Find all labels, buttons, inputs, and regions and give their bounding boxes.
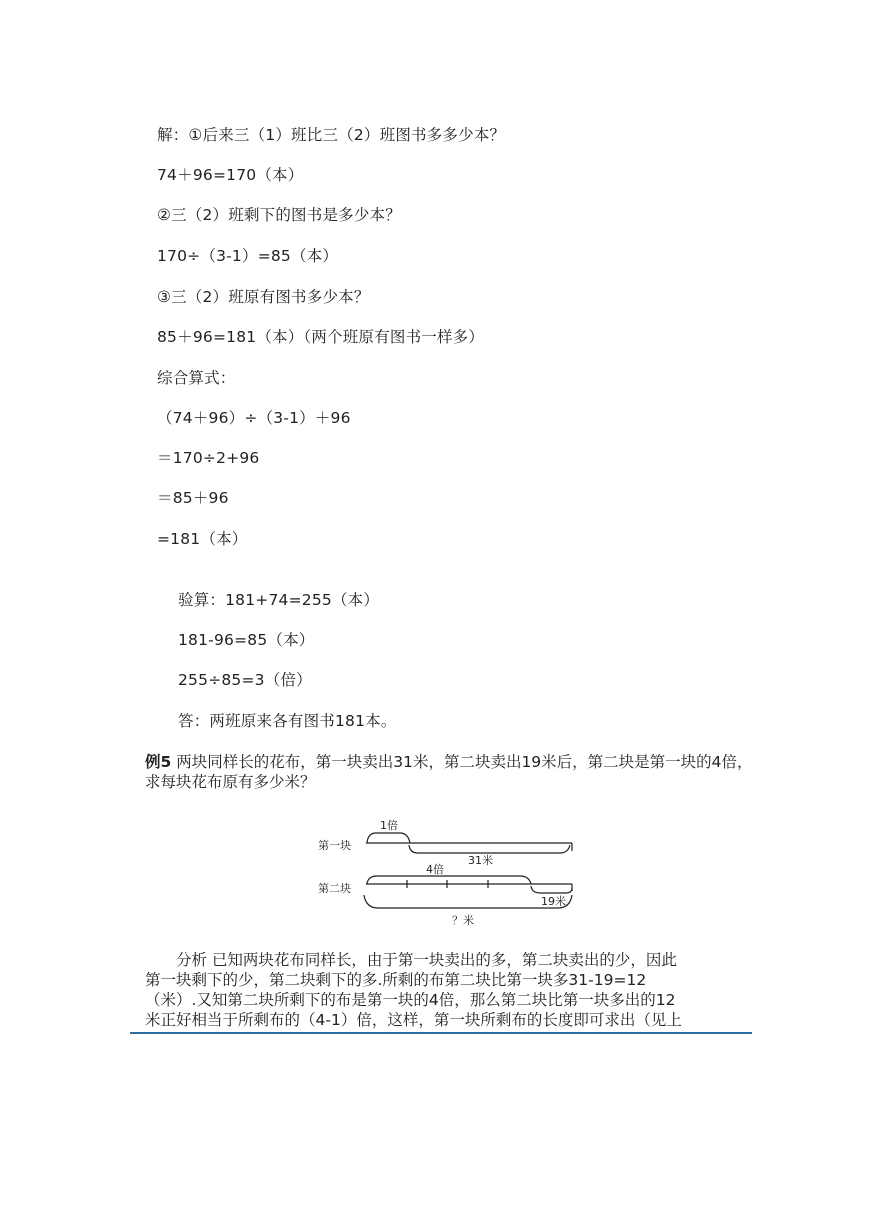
combined-formula-result: =181（本） [157, 530, 248, 548]
example-text: 两块同样长的花布，第一块卖出31米，第二块卖出19米后，第二块是第一块的4倍，求每块花布原有多少米？ [145, 753, 753, 791]
total-label: ？米 [452, 914, 474, 927]
solution-step-1-calc: 74＋96=170（本） [157, 166, 304, 184]
analysis-line-2: 第一块剩下的少，第二块剩下的多.所剩的布第二块比第一块多31-19=12 [145, 971, 647, 989]
example-label: 例5 [145, 753, 172, 771]
four-times-label: 4倍 [426, 863, 444, 876]
one-times-brace [367, 833, 410, 843]
analysis-paragraph [145, 950, 757, 1030]
m31-label: 31米 [468, 854, 493, 867]
solution-step-2-calc: 170÷（3-1）=85（本） [157, 247, 339, 265]
solution-step-2: ②三（2）班剩下的图书是多少本？ [157, 206, 401, 224]
one-times-label: 1倍 [380, 819, 398, 832]
solution-step-3-calc: 85＋96=181（本）（两个班原有图书一样多） [157, 328, 485, 346]
analysis-line-4: 米正好相当于所剩布的（4-1）倍，这样，第一块所剩布的长度即可求出（见上 [145, 1011, 682, 1029]
row2-label: 第二块 [318, 882, 351, 895]
analysis-line-1: 分析 已知两块花布同样长，由于第一块卖出的多，第二块卖出的少，因此 [145, 951, 677, 969]
combined-formula-line-3: ＝85＋96 [157, 489, 229, 507]
solution-step-1: 解：①后来三（1）班比三（2）班图书多多少本？ [157, 126, 506, 144]
row1-label: 第一块 [318, 839, 351, 852]
check-line-2: 181-96=85（本） [178, 631, 315, 649]
combined-formula-heading: 综合算式： [157, 369, 236, 387]
combined-formula-line-1: （74＋96）÷（3-1）＋96 [157, 409, 351, 427]
combined-formula-line-2: ＝170÷2+96 [157, 449, 260, 467]
analysis-line-3: （米）.又知第二块所剩下的布是第一块的4倍，那么第二块比第一块多出的12 [145, 991, 676, 1009]
m31-brace [409, 845, 570, 853]
solution-step-3: ③三（2）班原有图书多少本？ [157, 288, 370, 306]
m19-brace [531, 886, 572, 893]
check-line-1: 验算：181+74=255（本） [178, 591, 380, 609]
check-line-3: 255÷85=3（倍） [178, 671, 312, 689]
m19-label: 19米 [541, 895, 566, 908]
answer-line: 答：两班原来各有图书181本。 [178, 712, 397, 730]
page-divider [130, 1032, 752, 1034]
four-times-brace [367, 876, 531, 884]
